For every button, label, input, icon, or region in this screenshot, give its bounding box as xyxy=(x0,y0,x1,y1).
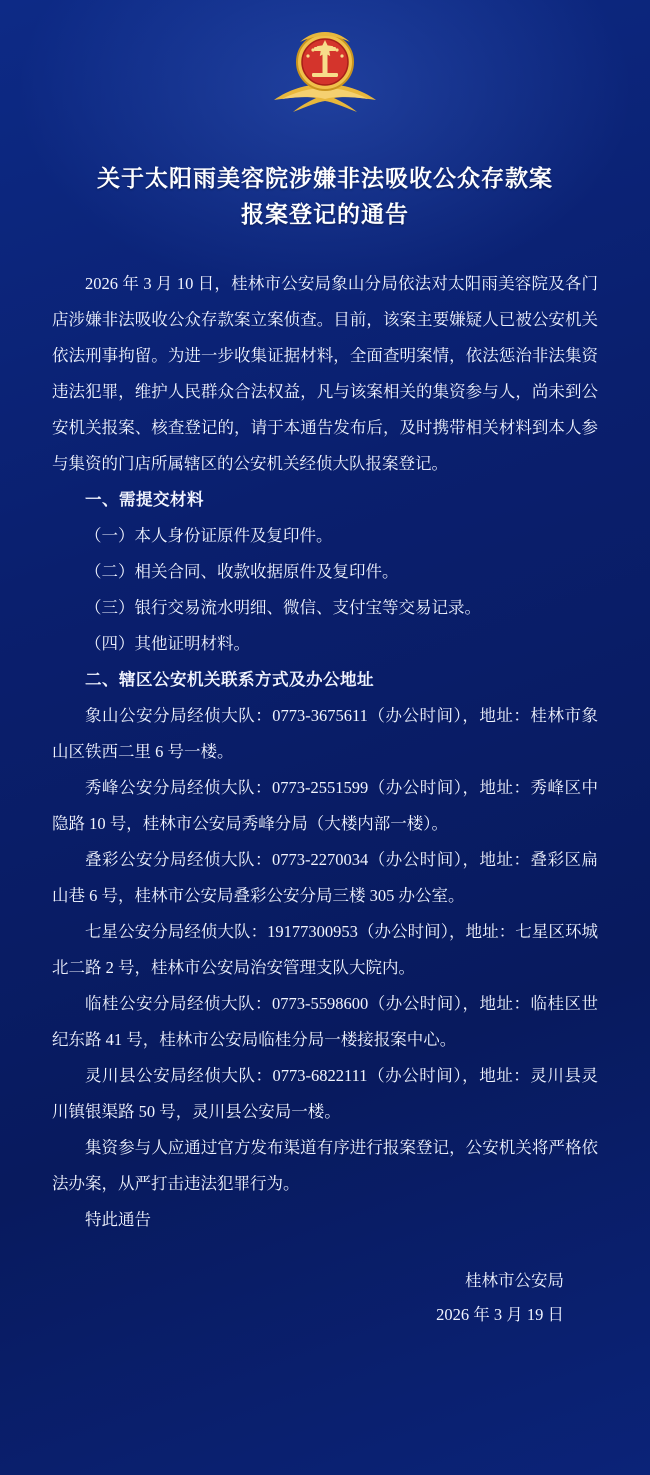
title-line-1: 关于太阳雨美容院涉嫌非法吸收公众存款案 xyxy=(97,165,553,191)
title-line-2: 报案登记的通告 xyxy=(241,201,409,227)
section-2-heading: 二、辖区公安机关联系方式及办公地址 xyxy=(85,671,374,689)
section-1-item: （一）本人身份证原件及复印件。 xyxy=(85,526,333,545)
section-1-item: （四）其他证明材料。 xyxy=(85,634,250,653)
closing-paragraph: 集资参与人应通过官方发布渠道有序进行报案登记，公安机关将严格依法办案，从严打击违法犯罪行为。 xyxy=(52,1138,598,1193)
contact-qixing: 七星公安分局经侦大队：19177300953（办公时间），地址：七星区环城北二路 2 号，桂林市公安局治安管理支队大院内。 xyxy=(52,922,598,977)
contact-lingchuan: 灵川县公安局经侦大队：0773-6822111（办公时间），地址：灵川县灵川镇银渠路 50 号，灵川县公安局一楼。 xyxy=(52,1066,598,1121)
contact-lingui: 临桂公安分局经侦大队：0773-5598600（办公时间），地址：临桂区世纪东路 41 号，桂林市公安局临桂分局一楼接报案中心。 xyxy=(52,994,598,1049)
notice-end: 特此通告 xyxy=(85,1210,151,1229)
section-1-item: （二）相关合同、收款收据原件及复印件。 xyxy=(85,562,399,581)
signature-block xyxy=(52,1264,598,1332)
signature-date: 2026 年 3 月 19 日 xyxy=(436,1305,564,1324)
page-title xyxy=(52,160,598,232)
section-1-heading: 一、需提交材料 xyxy=(85,491,204,509)
emblem-container xyxy=(52,0,598,118)
signature-issuer: 桂林市公安局 xyxy=(465,1271,564,1290)
contact-xiufeng: 秀峰公安分局经侦大队：0773-2551599（办公时间），地址：秀峰区中隐路 10 号，桂林市公安局秀峰分局（大楼内部一楼）。 xyxy=(52,778,598,833)
intro-paragraph: 2026 年 3 月 10 日，桂林市公安局象山分局依法对太阳雨美容院及各门店涉嫌非法吸收公众存款案立案侦查。目前，该案主要嫌疑人已被公安机关依法刑事拘留。为进一步收集证据材料，全面查明案情，依法惩治非法集资违法犯罪，维护人民群众合法权益，凡与该案相关的集资参与人，尚未到公安机关报案、核查登记的，请于本通告发布后，及时携带相关材料到本人参与集资的门店所属辖区的公安机关经侦大队报案登记。 xyxy=(52,274,598,473)
contact-xiangshan: 象山公安分局经侦大队：0773-3675611（办公时间），地址：桂林市象山区铁西二里 6 号一楼。 xyxy=(52,706,598,761)
notice-body xyxy=(52,266,598,1238)
police-emblem-icon xyxy=(266,26,384,118)
section-1-item: （三）银行交易流水明细、微信、支付宝等交易记录。 xyxy=(85,598,481,617)
contact-diecai: 叠彩公安分局经侦大队：0773-2270034（办公时间），地址：叠彩区扁山巷 6 号，桂林市公安局叠彩公安分局三楼 305 办公室。 xyxy=(52,850,598,905)
